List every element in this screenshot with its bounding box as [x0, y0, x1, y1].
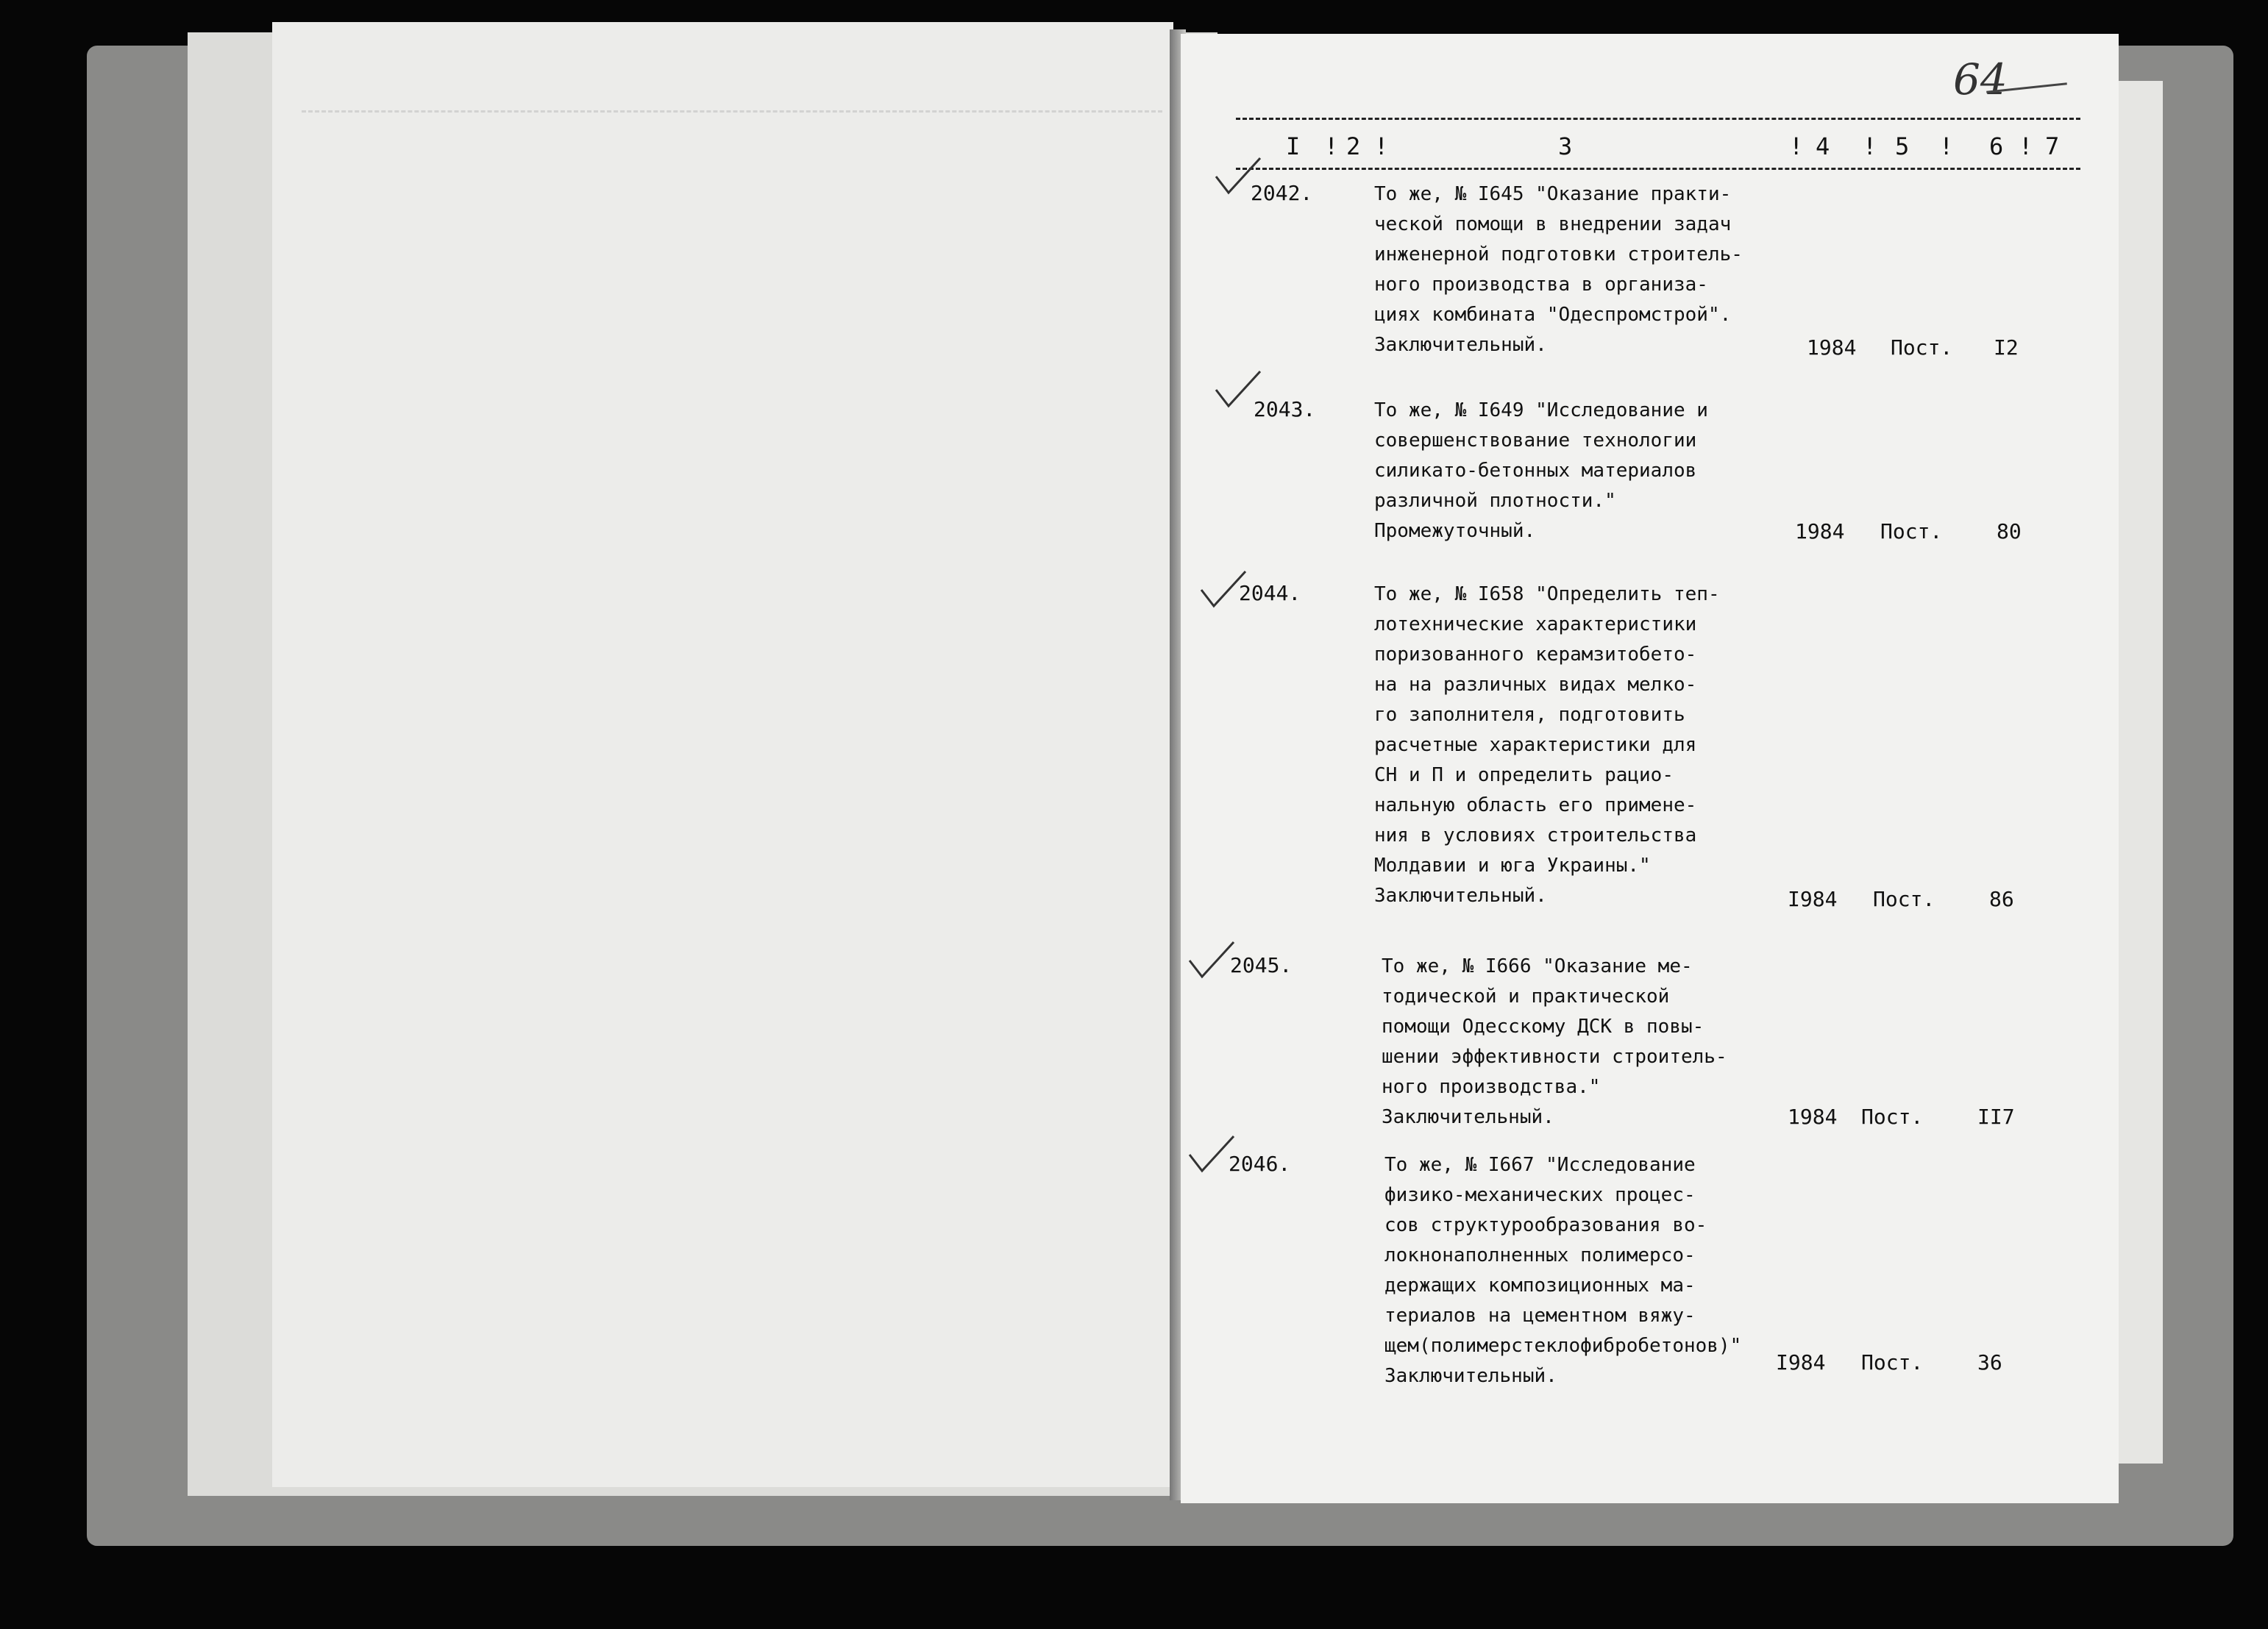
entry-line: различной плотности."	[1374, 490, 1616, 512]
entry-line: териалов на цементном вяжу-	[1384, 1305, 1696, 1327]
entry-line: поризованного керамзитобето-	[1374, 644, 1697, 666]
entry-line: ного производства."	[1382, 1076, 1601, 1098]
header-col-5: 5	[1895, 132, 1913, 160]
entry-line: сов структурообразования во-	[1384, 1214, 1707, 1236]
header-col-6: 6	[1989, 132, 2007, 160]
entry-number: 2042.	[1251, 181, 1313, 205]
header-sep: !	[1789, 132, 1807, 160]
entry-number: 2044.	[1239, 581, 1301, 605]
entry-line: ческой помощи в внедрении задач	[1374, 213, 1732, 235]
entry-storage: Пост.	[1873, 887, 1935, 911]
entry-year: 1984	[1807, 335, 1857, 360]
entry-line: силикато-бетонных материалов	[1374, 460, 1697, 482]
entry-year: 1984	[1788, 1105, 1838, 1129]
entry-description	[1374, 396, 1786, 546]
entry-line: циях комбината "Одеспромстрой".	[1374, 304, 1732, 326]
entry-line: щем(полимерстеклофибробетонов)"	[1384, 1335, 1742, 1357]
left-page-bleed-through	[294, 103, 1177, 1353]
entry-description	[1384, 1150, 1796, 1391]
entry-line: Заключительный.	[1382, 1106, 1554, 1128]
entry-line: физико-механических процес-	[1384, 1184, 1696, 1206]
entry-line: локнонаполненных полимерсо-	[1384, 1244, 1696, 1266]
entry-line: То же, № I666 "Оказание ме-	[1382, 955, 1693, 977]
entry-line: То же, № I658 "Определить теп-	[1374, 583, 1720, 605]
header-col-2: 2	[1346, 132, 1364, 160]
header-col-1: I	[1286, 132, 1304, 160]
entry-line: на на различных видах мелко-	[1374, 674, 1697, 696]
entry-line: совершенствование технологии	[1374, 429, 1697, 452]
entry-line: Заключительный.	[1374, 334, 1547, 356]
entry-storage: Пост.	[1861, 1105, 1924, 1129]
entry-pages: 36	[1977, 1350, 2002, 1375]
header-col-4: 4	[1816, 132, 1833, 160]
entry-description	[1374, 179, 1786, 360]
entry-line: Заключительный.	[1384, 1365, 1557, 1387]
entry-number: 2046.	[1229, 1152, 1291, 1176]
entry-pages: I2	[1994, 335, 2019, 360]
entry-line: тодической и практической	[1382, 985, 1670, 1008]
entry-description	[1374, 580, 1786, 911]
entry-line: го заполнителя, подготовить	[1374, 704, 1685, 726]
header-sep: !	[1863, 132, 1880, 160]
header-top-rule	[1236, 118, 2080, 120]
header-bottom-rule	[1236, 168, 2080, 170]
entry-pages: II7	[1977, 1105, 2015, 1129]
entry-line: СН и П и определить рацио-	[1374, 764, 1674, 786]
header-sep: !	[1374, 132, 1392, 160]
header-col-7: 7	[2045, 132, 2063, 160]
entry-line: То же, № I645 "Оказание практи-	[1374, 183, 1732, 205]
entry-year: I984	[1776, 1350, 1826, 1375]
entry-line: шении эффективности строитель-	[1382, 1046, 1727, 1068]
entry-year: 1984	[1795, 519, 1845, 543]
entry-line: ного производства в организа-	[1374, 274, 1708, 296]
header-sep: !	[2019, 132, 2036, 160]
entry-line: лотехнические характеристики	[1374, 613, 1697, 635]
entry-pages: 86	[1989, 887, 2014, 911]
entry-number: 2043.	[1254, 397, 1316, 421]
entry-line: нальную область его примене-	[1374, 794, 1697, 816]
entry-number: 2045.	[1230, 953, 1293, 977]
header-sep: !	[1939, 132, 1957, 160]
entry-line: Промежуточный.	[1374, 520, 1536, 542]
entry-line: держащих композиционных ма-	[1384, 1275, 1696, 1297]
entry-line: Заключительный.	[1374, 885, 1547, 907]
entry-line: То же, № I649 "Исследование и	[1374, 399, 1708, 421]
entry-pages: 80	[1997, 519, 2022, 543]
page-number: 64	[1953, 54, 2008, 104]
entry-line: То же, № I667 "Исследование	[1384, 1154, 1696, 1176]
entry-storage: Пост.	[1891, 335, 1953, 360]
entry-line: ния в условиях строительства	[1374, 824, 1697, 846]
entry-line: Молдавии и юга Украины."	[1374, 855, 1651, 877]
entry-line: расчетные характеристики для	[1374, 734, 1697, 756]
entry-storage: Пост.	[1861, 1350, 1924, 1375]
entry-storage: Пост.	[1880, 519, 1943, 543]
entry-line: помощи Одесскому ДСК в повы-	[1382, 1016, 1704, 1038]
entry-year: I984	[1788, 887, 1838, 911]
header-col-3: 3	[1558, 132, 1576, 160]
header-sep: !	[1324, 132, 1342, 160]
entry-description	[1382, 952, 1794, 1133]
entry-line: инженерной подготовки строитель-	[1374, 243, 1743, 265]
